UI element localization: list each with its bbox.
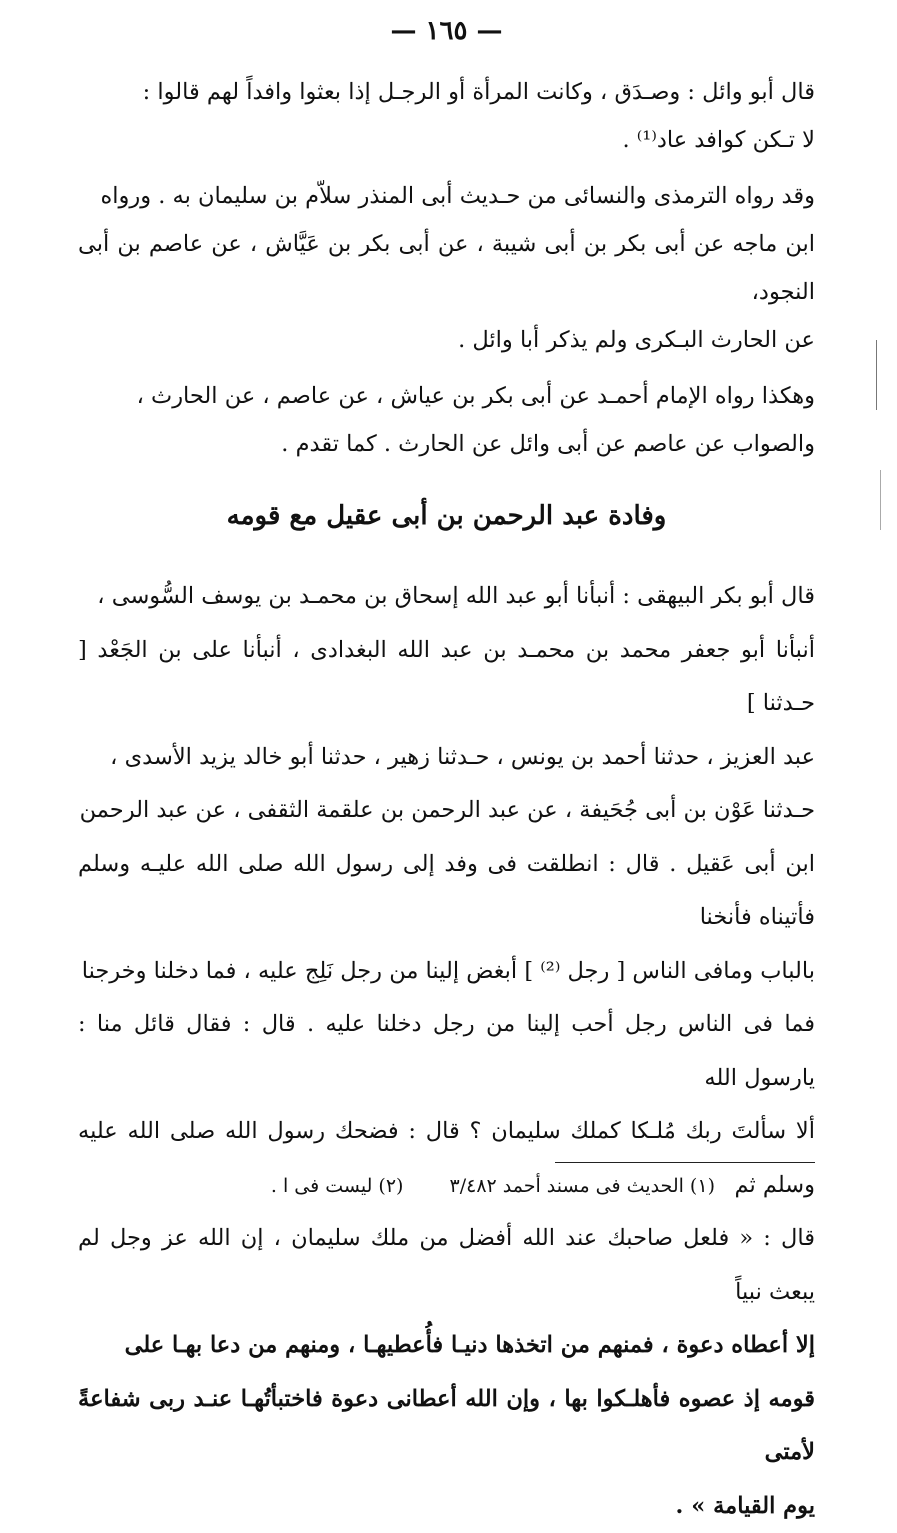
text-line: والصواب عن عاصم عن أبى وائل عن الحارث . كما تقدم .	[78, 420, 815, 468]
margin-mark	[880, 470, 881, 530]
text-line: يوم القيامة » .	[78, 1480, 815, 1533]
text-line: قومه إذ عصوه فأهلـكوا بها ، وإن الله أعطانى دعوة فاختبأتُهـا عنـد ربى شفاعةً لأمتى	[78, 1373, 815, 1480]
main-paragraph	[78, 570, 815, 1533]
text-line: ابن أبى عَقيل . قال : انطلقت فى وفد إلى رسول الله صلى الله عليـه وسلم فأتيناه فأنخنا	[78, 838, 815, 945]
text-line: أنبأنا أبو جعفر محمد بن محمـد بن عبد الله البغدادى ، أنبأنا على بن الجَعْد [ حـدثنا ]	[78, 624, 815, 731]
text-line: قال أبو وائل : وصـدَق ، وكانت المرأة أو الرجـل إذا بعثوا وافداً لهم قالوا :	[78, 68, 815, 116]
text-line: لا تـكن كوافد عاد⁽¹⁾ .	[78, 116, 815, 164]
text-line: وقد رواه الترمذى والنسائى من حـديث أبى المنذر سلاّم بن سليمان به . ورواه	[78, 172, 815, 220]
margin-mark	[876, 340, 877, 410]
footnote-divider	[555, 1162, 815, 1163]
footnote-line	[78, 1171, 815, 1201]
page-number: — ١٦٥ —	[78, 16, 815, 46]
section-heading: وفادة عبد الرحمن بن أبى عقيل مع قومه	[78, 496, 815, 536]
text-line: حـدثنا عَوْن بن أبى جُحَيفة ، عن عبد الرحمن بن علقمة الثقفى ، عن عبد الرحمن	[78, 784, 815, 838]
text-line: ألا سألتَ ربك مُلـكا كملك سليمان ؟ قال : فضحك رسول الله صلى الله عليه وسلم ثم	[78, 1105, 815, 1212]
text-line: عن الحارث البـكرى ولم يذكر أبا وائل .	[78, 316, 815, 364]
text-line: وهكذا رواه الإمام أحمـد عن أبى بكر بن عياش ، عن عاصم ، عن الحارث ،	[78, 372, 815, 420]
paragraph	[78, 172, 815, 364]
paragraph	[78, 68, 815, 164]
text-line: قال : « فلعل صاحبك عند الله أفضل من ملك سليمان ، إن الله عز وجل لم يبعث نبياً	[78, 1212, 815, 1319]
text-line: قال أبو بكر البيهقى : أنبأنا أبو عبد الله إسحاق بن محمـد بن يوسف السُّوسى ،	[78, 570, 815, 624]
text-line: ابن ماجه عن أبى بكر بن أبى شيبة ، عن أبى بكر بن عَيَّاش ، عن عاصم بن أبى النجود،	[78, 220, 815, 316]
intro-paragraphs	[78, 68, 815, 468]
footnote-2: (٢) ليست فى ا .	[271, 1175, 404, 1197]
text-line: عبد العزيز ، حدثنا أحمد بن يونس ، حـدثنا زهير ، حدثنا أبو خالد يزيد الأسدى ،	[78, 731, 815, 785]
text-line: بالباب ومافى الناس [ رجل ⁽²⁾ ] أبغض إلينا من رجل نَلِج عليه ، فما دخلنا وخرجنا	[78, 945, 815, 999]
paragraph	[78, 372, 815, 468]
text-line: إلا أعطاه دعوة ، فمنهم من اتخذها دنيـا فأُعطيهـا ، ومنهم من دعا بهـا على	[78, 1319, 815, 1373]
text-line: فما فى الناس رجل أحب إلينا من رجل دخلنا عليه . قال : فقال قائل منا : يارسول الله	[78, 998, 815, 1105]
footnote-1: (١) الحديث فى مسند أحمد ٣/٤٨٢	[450, 1175, 715, 1197]
footnotes	[0, 1162, 897, 1201]
